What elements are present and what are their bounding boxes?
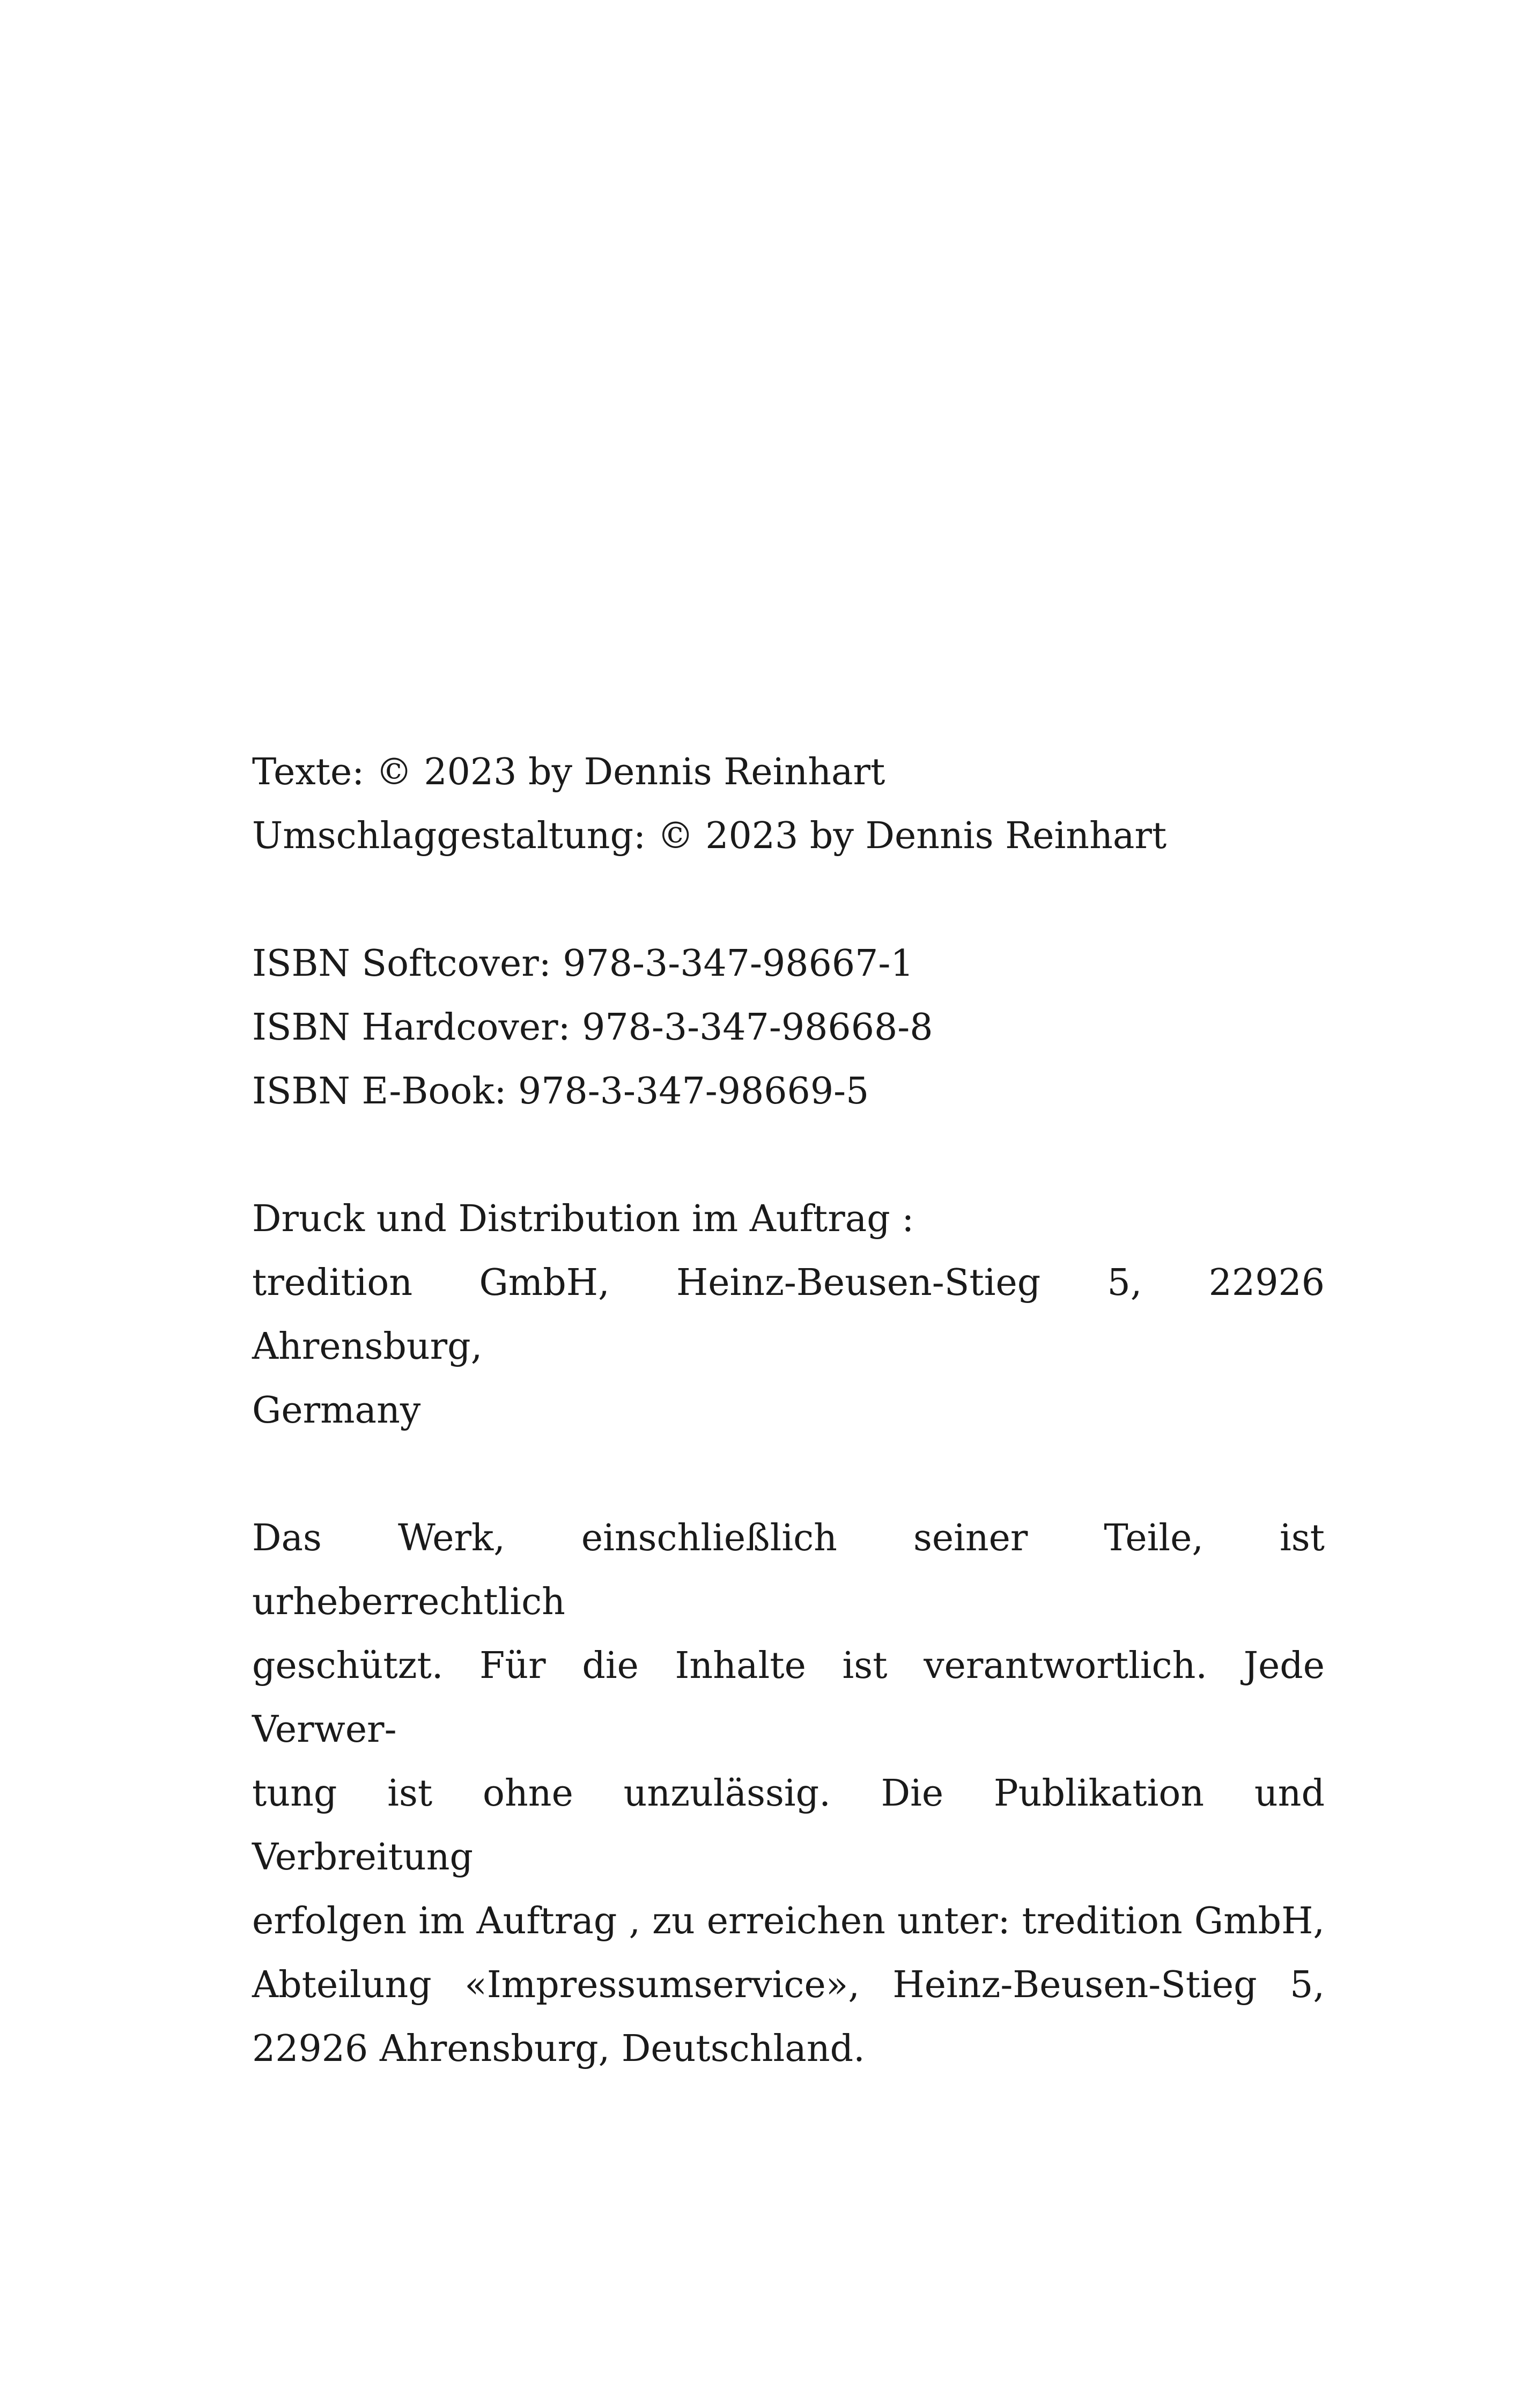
- isbn-hardcover: ISBN Hardcover: 978-3-347-98668-8: [252, 1006, 933, 1049]
- notice-line-2: geschützt. Für die Inhalte ist verantwortlich. Jede Verwer-: [252, 1645, 1325, 1751]
- printing-block: [252, 1187, 1325, 1442]
- imprint-content: [252, 740, 1325, 2081]
- notice-line-6: 22926 Ahrensburg, Deutschland.: [252, 2028, 865, 2070]
- notice-line-4: erfolgen im Auftrag , zu erreichen unter: tredition GmbH,: [252, 1900, 1325, 1942]
- isbn-block: [252, 932, 1325, 1123]
- cover-design-credit: Umschlaggestaltung: © 2023 by Dennis Reinhart: [252, 815, 1167, 857]
- notice-line-1: Das Werk, einschließlich seiner Teile, ist urheberrechtlich: [252, 1517, 1325, 1623]
- printing-line-1: Druck und Distribution im Auftrag :: [252, 1198, 914, 1240]
- notice-line-5: Abteilung «Impressumservice», Heinz-Beusen-Stieg 5,: [252, 1964, 1325, 2006]
- notice-line-3: tung ist ohne unzulässig. Die Publikation und Verbreitung: [252, 1772, 1325, 1879]
- copyright-notice: [252, 1506, 1325, 2081]
- isbn-ebook: ISBN E-Book: 978-3-347-98669-5: [252, 1070, 869, 1113]
- printing-line-3: Germany: [252, 1389, 421, 1432]
- printing-line-2: tredition GmbH, Heinz-Beusen-Stieg 5, 22926 Ahrensburg,: [252, 1262, 1325, 1368]
- texts-credit: Texte: © 2023 by Dennis Reinhart: [252, 751, 885, 793]
- isbn-softcover: ISBN Softcover: 978-3-347-98667-1: [252, 942, 914, 985]
- credits-block: [252, 740, 1325, 868]
